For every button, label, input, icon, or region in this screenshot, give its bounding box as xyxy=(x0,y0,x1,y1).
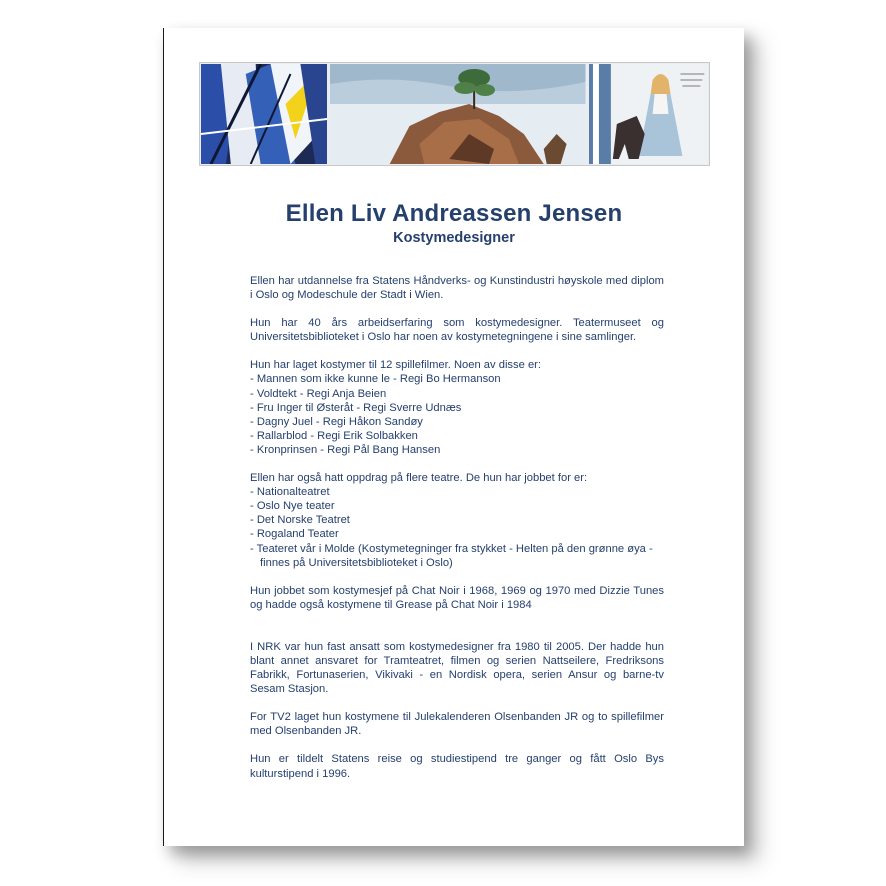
island-landscape-painting-image xyxy=(330,64,585,164)
list-item: - Kronprinsen - Regi Pål Bang Hansen xyxy=(250,443,664,457)
costume-sketch-image xyxy=(589,64,708,164)
paragraph-tv2: For TV2 laget hun kostymene til Julekalenderen Olsenbanden JR og to spillefilmer med Olsenbanden JR. xyxy=(250,711,664,738)
list-item: - Mannen som ikke kunne le - Regi Bo Hermanson xyxy=(250,372,664,386)
list-item: - Voldtekt - Regi Anja Beien xyxy=(250,387,664,401)
document-page xyxy=(163,28,744,846)
paragraph-awards: Hun er tildelt Statens reise og studiestipend tre ganger og fått Oslo Bys kulturstipend i 1996. xyxy=(250,753,664,780)
paragraph-experience: Hun har 40 års arbeidserfaring som kostymedesigner. Teatermuseet og Universitetsbiblioteket i Oslo har noen av kostymetegningene i sine samlinger. xyxy=(250,317,664,344)
list-item: - Det Norske Teatret xyxy=(250,513,664,527)
films-list xyxy=(250,372,664,457)
list-item: - Rallarblod - Regi Erik Solbakken xyxy=(250,429,664,443)
document-body xyxy=(250,274,664,795)
list-item: - Dagny Juel - Regi Håkon Sandøy xyxy=(250,415,664,429)
list-item: - Fru Inger til Østeråt - Regi Sverre Udnæs xyxy=(250,401,664,415)
list-item: - Oslo Nye teater xyxy=(250,499,664,513)
list-item: - Teateret vår i Molde (Kostymetegninger fra stykket - Helten på den grønne øya - finnes på Universitetsbiblioteket i Oslo) xyxy=(250,542,664,570)
theatres-list xyxy=(250,485,664,570)
paragraph-nrk: I NRK var hun fast ansatt som kostymedesigner fra 1980 til 2005. Der hadde hun blant annet ansvaret for Tramteatret, filmen og serien Nattseilere, Fredriksons Fabrikk, Fortunaserien, Vikivaki - en Nordisk opera, serien Ansur og barne-tv Sesam Stasjon. xyxy=(250,640,664,696)
paragraph-education: Ellen har utdannelse fra Statens Håndverks- og Kunstindustri høyskole med diplom i Oslo og Modeschule der Stadt i Wien. xyxy=(250,275,664,302)
list-item: - Nationalteatret xyxy=(250,485,664,499)
spacer xyxy=(250,626,664,640)
image-banner xyxy=(199,62,710,166)
paragraph-chat-noir: Hun jobbet som kostymesjef på Chat Noir i 1968, 1969 og 1970 med Dizzie Tunes og hadde også kostymene til Grease på Chat Noir i 1984 xyxy=(250,584,664,611)
films-intro: Hun har laget kostymer til 12 spillefilmer. Noen av disse er: xyxy=(250,359,541,372)
abstract-painting-image xyxy=(201,64,327,164)
document-subtitle: Kostymedesigner xyxy=(393,230,515,246)
theatres-intro: Ellen har også hatt oppdrag på flere teatre. De hun har jobbet for er: xyxy=(250,472,588,485)
document-title: Ellen Liv Andreassen Jensen xyxy=(285,200,623,227)
list-item: - Rogaland Teater xyxy=(250,527,664,541)
